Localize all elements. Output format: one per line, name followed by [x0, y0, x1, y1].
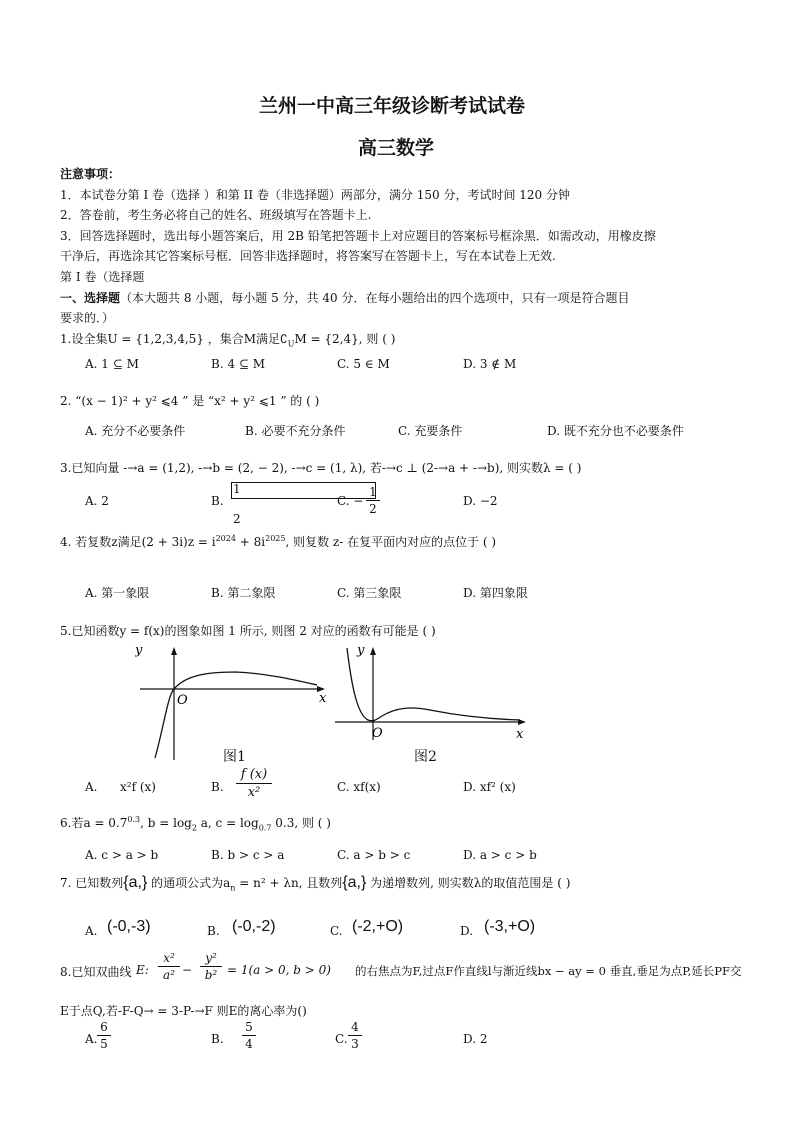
exam-title: 兰州一中高三年级诊断考试试卷	[259, 95, 526, 117]
q3-option-c-label: C. −	[337, 494, 364, 508]
q1-stem	[60, 330, 395, 348]
q7-brace-1: {a,}	[123, 874, 148, 891]
q3-option-c-num: 1	[369, 485, 377, 499]
note-3a: 3．回答选择题时，选出每小题答案后，用 2B 铅笔把答题卡上对应题目的答案标号框涂黑．如需改动，用橡皮擦	[60, 229, 656, 243]
q6-stem-text: 6.若a = 0.7	[60, 816, 128, 830]
q1-stem-text-2: M = {2,4}, 则 ( )	[294, 332, 396, 346]
q6-stem-text-2: 0.3, 则 ( )	[271, 816, 331, 830]
q7-stem	[60, 874, 570, 892]
q8-fraction-1-den: a²	[163, 968, 175, 982]
section-header	[60, 289, 629, 306]
q6-mid-1: , b = log	[140, 816, 192, 830]
q4-exp-1: 2024	[215, 534, 236, 543]
fraction-bar	[242, 1035, 256, 1036]
fig2-x-label: x	[516, 727, 524, 742]
q4-option-c: C. 第三象限	[337, 586, 402, 600]
q7-stem-text-2: 的通项公式为a	[147, 876, 231, 890]
fig1-x-label: x	[319, 691, 327, 706]
section-desc-2: 要求的．）	[60, 311, 115, 325]
q8-option-b-fraction	[242, 1020, 256, 1051]
q6-sub-1: 2	[191, 823, 197, 833]
q7-option-d-label: D.	[460, 924, 474, 938]
q6-option-c: C. a > b > c	[337, 848, 411, 862]
q5-option-d: D. xf² (x)	[463, 780, 516, 794]
q5-option-b-den: x²	[247, 785, 261, 800]
q8-fraction-1	[158, 951, 180, 982]
q7-option-c: (-2,+O)	[352, 918, 404, 935]
q3-option-c-fraction	[366, 485, 380, 516]
fraction-bar	[348, 1035, 362, 1036]
fig1-y-label: y	[135, 643, 143, 658]
fraction-bar	[200, 966, 222, 967]
q4-option-b: B. 第二象限	[211, 586, 276, 600]
fig2-origin: O	[372, 726, 383, 741]
q4-stem-text-2: , 则复数 z- 在复平面内对应的点位于 ( )	[285, 535, 497, 549]
q4-mid: + 8i	[235, 535, 266, 549]
fig2-y-label: y	[357, 643, 365, 658]
q8-option-b-label: B.	[211, 1032, 224, 1046]
fraction-bar	[97, 1035, 111, 1036]
q3-option-c-den: 2	[369, 502, 377, 516]
fig1-caption: 图1	[223, 749, 246, 765]
q1-option-a: A. 1 ⊆ M	[85, 357, 139, 371]
q8-stem-line-2: E于点Q,若-F-Q→ = 3-P-→F 则E的离心率为()	[60, 1004, 307, 1018]
section-desc: （本大题共 8 小题，每小题 5 分，共 40 分．在每小题给出的四个选项中，只有一项是符合题目	[120, 291, 630, 305]
q8-option-b-num: 5	[245, 1020, 253, 1034]
q5-option-b-label: B.	[211, 780, 224, 794]
q6-mid-2: a, c = log	[196, 816, 259, 830]
q7-sub: n	[230, 883, 236, 893]
q6-option-a: A. c > a > b	[85, 848, 159, 862]
q3-option-b-den: 2	[233, 512, 241, 526]
q6-option-d: D. a > c > b	[463, 848, 537, 862]
q6-exp: 0.3	[127, 815, 141, 824]
q8-e-label: E:	[136, 963, 149, 977]
q7-brace-2: {a,}	[342, 874, 367, 891]
q7-option-a: (-0,-3)	[107, 918, 151, 935]
section-label: 一、选择题	[60, 291, 121, 305]
q2-option-b: B. 必要不充分条件	[245, 424, 346, 438]
q7-option-b-label: B.	[207, 924, 220, 938]
q8-option-a-fraction	[97, 1020, 111, 1051]
q8-option-c-den: 3	[351, 1037, 359, 1051]
q8-option-a-num: 6	[100, 1020, 108, 1034]
q3-option-b-label: B.	[211, 494, 224, 508]
q6-option-b: B. b > c > a	[211, 848, 285, 862]
q8-stem-1: 8.已知双曲线	[60, 965, 132, 979]
q4-exp-2: 2025	[265, 534, 286, 543]
q8-fraction-2	[200, 951, 222, 982]
fraction-bar	[236, 783, 272, 784]
q8-option-a-label: A.	[85, 1032, 98, 1046]
q7-option-d: (-3,+O)	[484, 918, 536, 935]
q5-option-b-fraction	[236, 767, 272, 800]
q8-option-a-den: 5	[100, 1037, 108, 1051]
q8-option-c-fraction	[348, 1020, 362, 1051]
q2-option-c: C. 充要条件	[398, 424, 463, 438]
q7-stem-text-4: 为递增数列, 则实数λ的取值范围是 ( )	[366, 876, 571, 890]
q8-option-c-label: C.	[335, 1032, 348, 1046]
q8-fraction-1-num: x²	[163, 951, 175, 965]
q7-option-a-label: A.	[85, 924, 98, 938]
note-1: 1．本试卷分第 I 卷（选择 ）和第 II 卷（非选择题）两部分，满分 150 分，考试时间 120 分钟	[60, 188, 570, 202]
q2-stem: 2. “(x − 1)² + y² ⩽4 ” 是 “x² + y² ⩽1 ” 的 ( )	[60, 394, 320, 408]
q4-stem-text: 4. 若复数z满足(2 + 3i)z = i	[60, 535, 216, 549]
q2-option-a: A. 充分不必要条件	[85, 424, 186, 438]
q1-stem-text: 1.设全集U = {1,2,3,4,5} ，集合M满足∁	[60, 332, 288, 346]
q5-option-a: x²f (x)	[120, 780, 156, 794]
q5-option-c: C. xf(x)	[337, 780, 381, 794]
q8-fraction-2-num: y²	[205, 951, 217, 965]
notes-heading: 注意事项：	[60, 167, 121, 181]
q3-stem: 3.已知向量 -→a = (1,2), -→b = (2, − 2), -→c = (1, λ), 若-→c ⊥ (2-→a + -→b), 则实数λ = ( )	[60, 461, 582, 475]
q3-option-a: A. 2	[85, 494, 109, 508]
q8-minus: −	[182, 963, 193, 977]
q1-option-b: B. 4 ⊆ M	[211, 357, 266, 371]
q5-option-b-num: f (x)	[240, 767, 268, 782]
q3-option-b-num: 1	[233, 482, 241, 496]
note-3b: 干净后，再选涂其它答案标号框．回答非选择题时，将答案写在答题卡上，写在本试卷上无效.	[60, 249, 556, 263]
q5-figure-2	[330, 640, 535, 750]
q8-fraction-2-den: b²	[204, 968, 218, 982]
fig2-caption: 图2	[414, 749, 437, 765]
fraction-bar	[366, 500, 380, 501]
q8-condition: = 1(a > 0, b > 0)	[227, 963, 331, 977]
q5-stem: 5.已知函数y = f(x)的图象如图 1 所示, 则图 2 对应的函数有可能是 ( )	[60, 624, 436, 638]
q1-option-c: C. 5 ∈ M	[337, 357, 390, 371]
note-2: 2．答卷前，考生务必将自己的姓名、班级填写在答题卡上.	[60, 208, 372, 222]
q4-stem	[60, 533, 496, 550]
q7-stem-text-1: 7. 已知数列	[60, 876, 124, 890]
q8-option-d: D. 2	[463, 1032, 488, 1046]
fig2-y-arrow	[370, 647, 376, 655]
q6-sub-2: 0.7	[258, 823, 272, 833]
q7-option-c-label: C.	[330, 924, 343, 938]
fraction-bar	[158, 966, 180, 967]
q6-stem	[60, 814, 331, 832]
q8-option-b-den: 4	[245, 1037, 253, 1051]
q7-stem-text-3: = n² + λn, 且数列	[235, 876, 343, 890]
volume-heading: 第 I 卷（选择题	[60, 270, 145, 284]
q3-option-d: D. −2	[463, 494, 498, 508]
q4-option-d: D. 第四象限	[463, 586, 528, 600]
q2-option-d: D. 既不充分也不必要条件	[547, 424, 684, 438]
q8-option-c-num: 4	[351, 1020, 359, 1034]
q4-option-a: A. 第一象限	[85, 586, 150, 600]
q8-stem-2: 的右焦点为F,过点F作直线l与渐近线bx − ay = 0 垂直,垂足为点P,延长PF交	[355, 964, 742, 978]
exam-subtitle: 高三数学	[358, 137, 435, 159]
fig1-origin: O	[177, 693, 188, 708]
q5-option-a-label: A.	[85, 780, 98, 794]
fig1-y-arrow	[171, 647, 177, 655]
q1-option-d: D. 3 ∉ M	[463, 357, 517, 371]
q1-sub: U	[287, 339, 295, 349]
q7-option-b: (-0,-2)	[232, 918, 276, 935]
